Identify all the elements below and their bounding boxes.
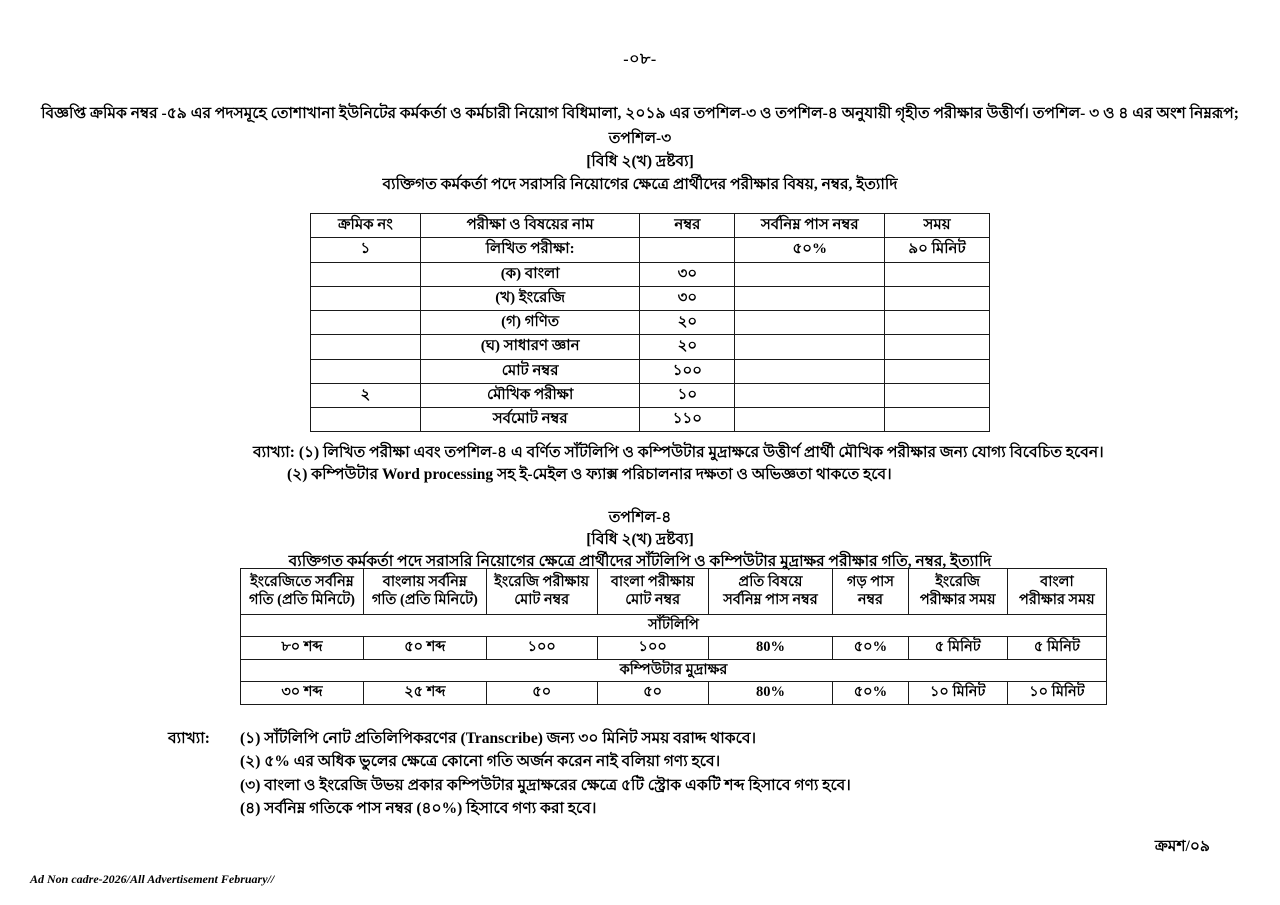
cell-bangla-total-marks: ১০০: [597, 637, 708, 659]
cell-average-pass-marks: ৫০%: [833, 637, 908, 659]
col-header-bangla-min-speed: [364, 569, 487, 615]
cell-per-subject-min-pass: 80%: [708, 682, 833, 704]
group-label-computer-typing: কম্পিউটার মুদ্রাক্ষর: [241, 659, 1107, 681]
col-header-serial: ক্রমিক নং: [311, 214, 421, 238]
cell-bangla-exam-time: ১০ মিনিট: [1007, 682, 1106, 704]
table-header-row: [241, 569, 1107, 615]
cell-serial: [311, 311, 421, 335]
explanation-line-3: (৩) বাংলা ও ইংরেজি উভয় প্রকার কম্পিউটার মুদ্রাক্ষরের ক্ষেত্রে ৫টি স্ট্রোক একটি শব্দ হিসাবে গণ্য হবে।: [240, 776, 851, 794]
cell-marks: [640, 238, 735, 262]
cell-marks: ৩০: [640, 262, 735, 286]
schedule3-table: [310, 213, 990, 432]
cell-time: ৯০ মিনিট: [885, 238, 990, 262]
header-line-2: পরীক্ষার সময়: [919, 591, 996, 608]
table-group-row-shorthand: [241, 615, 1107, 637]
cell-marks: ২০: [640, 335, 735, 359]
table-row: [311, 238, 990, 262]
header-line-1: ইংরেজি: [935, 574, 981, 591]
cell-min-pass: [735, 262, 885, 286]
cell-subject: (খ) ইংরেজি: [420, 286, 640, 310]
group-label-shorthand: সাঁটলিপি: [241, 615, 1107, 637]
cell-serial: ১: [311, 238, 421, 262]
cell-english-exam-time: ৫ মিনিট: [908, 637, 1007, 659]
cell-english-min-speed: ৮০ শব্দ: [241, 637, 364, 659]
cell-bangla-total-marks: ৫০: [597, 682, 708, 704]
schedule3-table-container: [310, 213, 990, 432]
table-row: [241, 637, 1107, 659]
explanation-lead-label: ব্যাখ্যা:: [168, 730, 210, 747]
header-line-2: গতি (প্রতি মিনিটে): [248, 591, 356, 608]
cell-serial: [311, 335, 421, 359]
cell-english-total-marks: ১০০: [486, 637, 597, 659]
header-line-1: গড় পাস: [846, 574, 894, 591]
table-row: [241, 682, 1107, 704]
cell-min-pass: ৫০%: [735, 238, 885, 262]
cell-marks: ১০: [640, 383, 735, 407]
cell-per-subject-min-pass: 80%: [708, 637, 833, 659]
table-row: [311, 286, 990, 310]
cell-min-pass: [735, 383, 885, 407]
explanation-line-2: (২) ৫% এর অধিক ভুলের ক্ষেত্রে কোনো গতি অর্জন করেন নাই বলিয়া গণ্য হবে।: [240, 753, 721, 771]
col-header-bangla-total-marks: [597, 569, 708, 615]
header-line-1: প্রতি বিষয়ে: [738, 574, 803, 591]
table-group-row-computer-typing: [241, 659, 1107, 681]
cell-subject: (ঘ) সাধারণ জ্ঞান: [420, 335, 640, 359]
schedule4-title: তপশিল-৪: [608, 509, 672, 526]
col-header-min-pass-marks: সর্বনিম্ন পাস নম্বর: [735, 214, 885, 238]
explanation-line-1-latin: Transcribe: [465, 730, 538, 747]
col-header-per-subject-min-pass: [708, 569, 833, 615]
header-line-1: বাংলায় সর্বনিম্ন: [382, 574, 467, 591]
schedule4-rule-reference: [বিধি ২(খ) দ্রষ্টব্য]: [586, 531, 694, 548]
col-header-time: সময়: [885, 214, 990, 238]
table-row: [311, 262, 990, 286]
schedule4-table: [240, 568, 1107, 705]
header-line-1: বাংলা পরীক্ষায়: [610, 574, 695, 591]
explanation-line-2-pre: (২) কম্পিউটার: [287, 466, 382, 484]
cell-english-min-speed: ৩০ শব্দ: [241, 682, 364, 704]
continued-label: ক্রমশ/০৯: [1154, 838, 1210, 855]
cell-min-pass: [735, 286, 885, 310]
cell-serial: [311, 408, 421, 432]
col-header-english-min-speed: [241, 569, 364, 615]
col-header-subject-name: পরীক্ষা ও বিষয়ের নাম: [420, 214, 640, 238]
cell-bangla-min-speed: ২৫ শব্দ: [364, 682, 487, 704]
cell-average-pass-marks: ৫০%: [833, 682, 908, 704]
header-line-2: মোট নম্বর: [514, 591, 570, 608]
header-line-2: পরীক্ষার সময়: [1019, 591, 1095, 608]
schedule3-explanation: [253, 442, 1253, 487]
cell-time: [885, 359, 990, 383]
explanation-line-4: (৪) সর্বনিম্ন গতিকে পাস নম্বর (৪০%) হিসাবে গণ্য করা হবে।: [240, 799, 597, 817]
explanation-line-1: ব্যাখ্যা: (১) লিখিত পরীক্ষা এবং তপশিল-৪ এ বর্ণিত সাঁটলিপি ও কম্পিউটার মুদ্রাক্ষরে উত্তীর্ণ প্রার্থী মৌখিক পরীক্ষার জন্য যোগ্য বিবেচিত হবেন।: [253, 444, 1104, 461]
cell-english-exam-time: ১০ মিনিট: [908, 682, 1007, 704]
col-header-marks: নম্বর: [640, 214, 735, 238]
cell-min-pass: [735, 408, 885, 432]
table-row: [311, 383, 990, 407]
cell-subject: মৌখিক পরীক্ষা: [420, 383, 640, 407]
explanation-line-1-pre: (১) সাঁটলিপি নোট প্রতিলিপিকরণের (: [240, 730, 466, 747]
cell-min-pass: [735, 311, 885, 335]
cell-total-label: মোট নম্বর: [420, 359, 640, 383]
cell-grand-total-marks: ১১০: [640, 408, 735, 432]
cell-bangla-min-speed: ৫০ শব্দ: [364, 637, 487, 659]
cell-total-marks: ১০০: [640, 359, 735, 383]
header-line-2: গতি (প্রতি মিনিটে): [371, 591, 478, 608]
col-header-bangla-exam-time: [1007, 569, 1106, 615]
cell-time: [885, 286, 990, 310]
cell-time: [885, 335, 990, 359]
schedule4-table-container: [240, 568, 1107, 705]
cell-serial: [311, 359, 421, 383]
explanation-line-2-post: সহ ই-মেইল ও ফ্যাক্স পরিচালনার দক্ষতা ও অভিজ্ঞতা থাকতে হবে।: [493, 466, 892, 484]
cell-time: [885, 383, 990, 407]
header-line-2: মোট নম্বর: [625, 591, 681, 608]
col-header-english-exam-time: [908, 569, 1007, 615]
header-line-1: ইংরেজিতে সর্বনিম্ন: [250, 574, 354, 591]
cell-time: [885, 262, 990, 286]
col-header-english-total-marks: [486, 569, 597, 615]
cell-serial: [311, 262, 421, 286]
cell-english-total-marks: ৫০: [486, 682, 597, 704]
explanation-line-2: [253, 464, 1253, 486]
col-header-average-pass-marks: [833, 569, 908, 615]
explanation-line-2-latin: Word processing: [381, 466, 494, 484]
cell-time: [885, 311, 990, 335]
explanation-line-1-post: ) জন্য ৩০ মিনিট সময় বরাদ্দ থাকবে।: [537, 730, 756, 747]
intro-paragraph: বিজ্ঞপ্তি ক্রমিক নম্বর -৫৯ এর পদসমূহে তোশাখানা ইউনিটের কর্মকর্তা ও কর্মচারী নিয়োগ বিধিমালা, ২০১৯ এর তপশিল-৩ ও তপশিল-৪ অনুযায়ী গৃহীত পরীক্ষার উত্তীর্ণ। তপশিল- ৩ ও ৪ এর অংশ নিম্নরূপ;: [41, 105, 1239, 122]
table-row: [311, 311, 990, 335]
table-row-grand-total: [311, 408, 990, 432]
schedule4-explanation: [168, 727, 1228, 820]
cell-serial: ২: [311, 383, 421, 407]
table-row: [311, 335, 990, 359]
header-line-2: সর্বনিম্ন পাস নম্বর: [723, 591, 818, 608]
cell-min-pass: [735, 335, 885, 359]
header-line-2: নম্বর: [857, 591, 884, 608]
schedule4-subtitle: ব্যক্তিগত কর্মকর্তা পদে সরাসরি নিয়োগের ক্ষেত্রে প্রার্থীদের সাঁটলিপি ও কম্পিউটার মুদ্রাক্ষর পরীক্ষার গতি, নম্বর, ইত্যাদি: [288, 553, 992, 570]
page-number-marker: -০৮-: [623, 51, 657, 68]
table-header-row: [311, 214, 990, 238]
cell-grand-total-label: সর্বমোট নম্বর: [420, 408, 640, 432]
cell-time: [885, 408, 990, 432]
schedule3-rule-reference: [বিধি ২(খ) দ্রষ্টব্য]: [586, 153, 694, 170]
schedule3-title: তপশিল-৩: [608, 130, 672, 147]
cell-subject: (ক) বাংলা: [420, 262, 640, 286]
header-line-1: ইংরেজি পরীক্ষায়: [494, 574, 590, 591]
header-line-1: বাংলা: [1040, 574, 1074, 591]
cell-bangla-exam-time: ৫ মিনিট: [1007, 637, 1106, 659]
cell-serial: [311, 286, 421, 310]
schedule3-subtitle: ব্যক্তিগত কর্মকর্তা পদে সরাসরি নিয়োগের ক্ষেত্রে প্রার্থীদের পরীক্ষার বিষয়, নম্বর, ইত্যাদি: [382, 176, 898, 193]
table-row-total: [311, 359, 990, 383]
cell-marks: ২০: [640, 311, 735, 335]
cell-subject: লিখিত পরীক্ষা:: [420, 238, 640, 262]
cell-marks: ৩০: [640, 286, 735, 310]
document-footer: Ad Non cadre-2026/All Advertisement February//: [30, 872, 275, 886]
cell-subject: (গ) গণিত: [420, 311, 640, 335]
explanation-line-1: [168, 727, 1228, 750]
cell-min-pass: [735, 359, 885, 383]
